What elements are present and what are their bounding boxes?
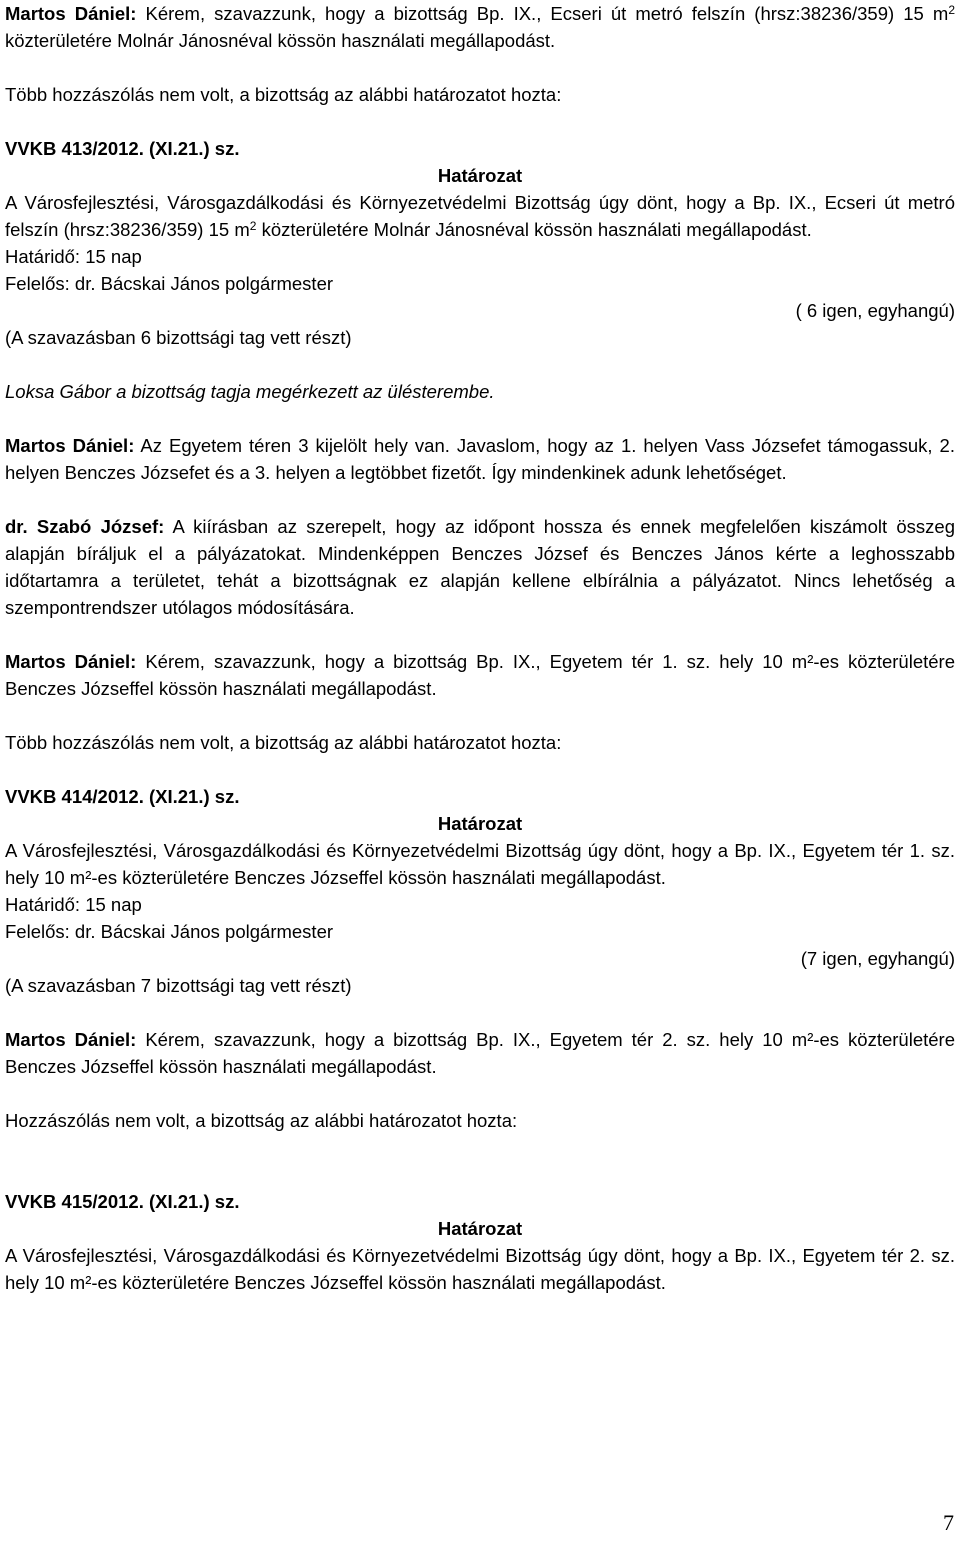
speech-martos-3 — [5, 648, 955, 702]
responsible: Felelős: dr. Bácskai János polgármester — [5, 273, 334, 294]
speaker-name: Martos Dániel: — [5, 1029, 137, 1050]
speaker-name: dr. Szabó József: — [5, 516, 165, 537]
responsible: Felelős: dr. Bácskai János polgármester — [5, 921, 334, 942]
resolution-number: VVKB 415/2012. (XI.21.) sz. — [5, 1191, 240, 1212]
vote-result: (7 igen, egyhangú) — [800, 948, 955, 969]
document-page — [5, 0, 955, 1296]
resolution-heading: Határozat — [437, 813, 523, 834]
arrival-note: Loksa Gábor a bizottság tagja megérkezett az ülésterembe. — [5, 381, 495, 402]
resolution-number: VVKB 413/2012. (XI.21.) sz. — [5, 138, 240, 159]
page-number: 7 — [943, 1510, 954, 1535]
speech-text: Kérem, szavazzunk, hogy a bizottság Bp. IX., Egyetem tér 2. sz. hely 10 m²-es közterületére Benczes Józseffel kössön használati megállapodást. — [5, 1029, 955, 1077]
resolution-text-part: közterületére Molnár Jánosnéval kössön használati megállapodást. — [256, 219, 812, 240]
speaker-name: Martos Dániel: — [5, 3, 137, 24]
speech-text: Az Egyetem téren 3 kijelölt hely van. Javaslom, hogy az 1. helyen Vass Józsefet támogassuk, 2. helyen Benczes Józsefet és a 3. helyen a legtöbbet fizetőt. Így mindenkinek adunk lehetőséget. — [5, 435, 955, 483]
resolution-text-part: A Városfejlesztési, Városgazdálkodási és Környezetvédelmi Bizottság úgy dönt, hogy a Bp. IX., Ecseri út metró felszín (hrsz:38236/359) 15 m — [5, 192, 955, 240]
resolution-text — [5, 189, 955, 243]
speech-text: közterületére Molnár Jánosnéval kössön használati megállapodást. — [5, 30, 556, 51]
resolution-text: A Városfejlesztési, Városgazdálkodási és Környezetvédelmi Bizottság úgy dönt, hogy a Bp. IX., Egyetem tér 1. sz. hely 10 m²-es közterületére Benczes Józseffel kössön használati megállapodást. — [5, 840, 955, 888]
deadline: Határidő: 15 nap — [5, 894, 142, 915]
speech-text: Kérem, szavazzunk, hogy a bizottság Bp. IX., Ecseri út metró felszín (hrsz:38236/359) 15 m — [136, 3, 949, 24]
vote-participation: (A szavazásban 6 bizottsági tag vett részt) — [5, 327, 352, 348]
speech-martos-4 — [5, 1026, 955, 1080]
speaker-name: Martos Dániel: — [5, 435, 135, 456]
vote-participation: (A szavazásban 7 bizottsági tag vett részt) — [5, 975, 352, 996]
resolution-heading: Határozat — [437, 165, 523, 186]
speech-szabo — [5, 513, 955, 621]
superscript: 2 — [249, 219, 257, 233]
vote-result: ( 6 igen, egyhangú) — [795, 300, 955, 321]
speech-text: A kiírásban az szerepelt, hogy az időpont hossza és ennek megfelelően kiszámolt összeg alapján bíráljuk el a pályázatokat. Mindenképpen Benczes József és Benczes János kérte a leghosszabb időtartamra a területet, tehát a bizottságnak ez alapján kellene elbírálnia a pályázatot. Nincs lehetőség a szempontrendszer utólagos módosítására. — [5, 516, 955, 618]
resolution-text: A Városfejlesztési, Városgazdálkodási és Környezetvédelmi Bizottság úgy dönt, hogy a Bp. IX., Egyetem tér 2. sz. hely 10 m²-es közterületére Benczes Józseffel kössön használati megállapodást. — [5, 1245, 955, 1293]
speech-martos-1 — [5, 0, 955, 54]
intro-sentence: Hozzászólás nem volt, a bizottság az alábbi határozatot hozta: — [5, 1110, 518, 1131]
resolution-heading: Határozat — [437, 1218, 523, 1239]
speaker-name: Martos Dániel: — [5, 651, 137, 672]
intro-sentence: Több hozzászólás nem volt, a bizottság az alábbi határozatot hozta: — [5, 84, 562, 105]
speech-martos-2 — [5, 432, 955, 486]
deadline: Határidő: 15 nap — [5, 246, 142, 267]
resolution-number: VVKB 414/2012. (XI.21.) sz. — [5, 786, 240, 807]
intro-sentence: Több hozzászólás nem volt, a bizottság az alábbi határozatot hozta: — [5, 732, 562, 753]
speech-text: Kérem, szavazzunk, hogy a bizottság Bp. IX., Egyetem tér 1. sz. hely 10 m²-es közterületére Benczes Józseffel kössön használati megállapodást. — [5, 651, 955, 699]
superscript: 2 — [948, 3, 955, 17]
